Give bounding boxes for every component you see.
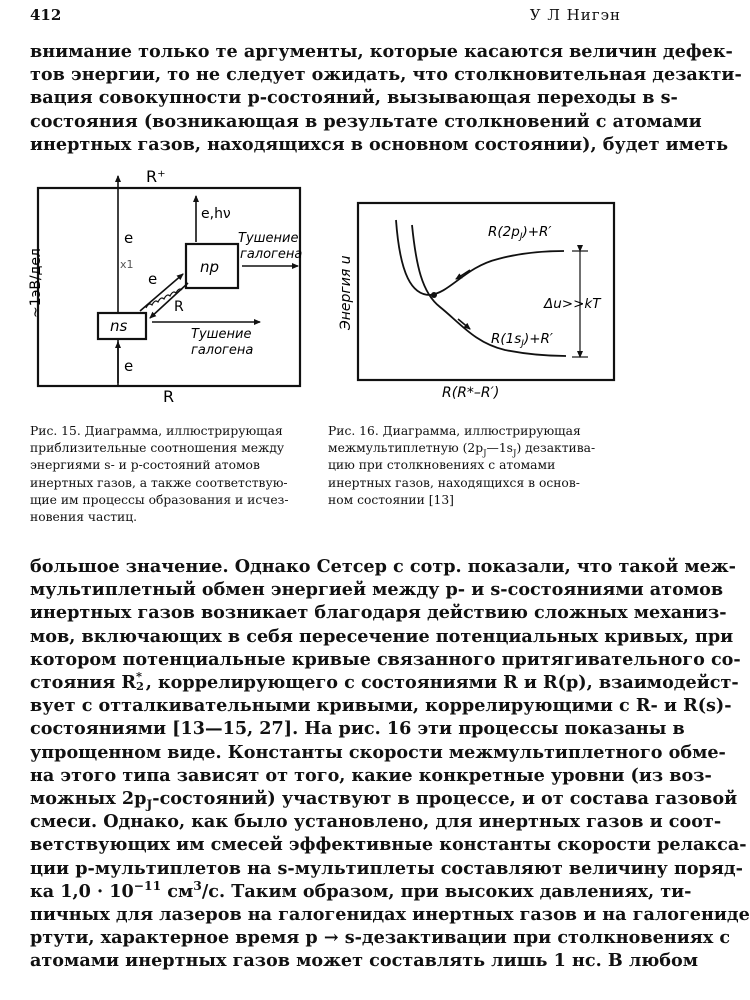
crossing-point [431, 292, 437, 298]
label-r-diagonal: R [174, 299, 184, 315]
label-ns: ns [110, 317, 128, 335]
paragraph-bottom [30, 555, 750, 973]
label-lower-curve: $R(1s_J)+R'$ [491, 331, 553, 349]
figure-16-caption [328, 423, 618, 509]
text-line: вация совокупности p-состояний, вызывающая переходы в s- [30, 87, 678, 109]
caption-line: Рис. 16. Диаграмма, иллюстрирующая [328, 424, 581, 438]
text-line: инертных газов, находящихся в основном состоянии), будет иметь [30, 133, 729, 155]
label-upper-curve: $R(2p_J)+R'$ [488, 224, 552, 242]
quench-label-lower-1: Тушение [191, 327, 252, 342]
caption-line: инертных газов, находящихся в основ- [328, 475, 580, 490]
label-r-plus: R⁺ [146, 167, 166, 186]
page-header [30, 6, 621, 28]
caption-line: новения частиц. [30, 510, 138, 525]
caption-line: приблизительные соотношения между [30, 441, 285, 456]
quench-label-upper-2: галогена [240, 247, 303, 262]
text-line: атомами инертных газов может составлять лишь 1 нс. В любом [30, 950, 699, 972]
figure-15-caption [30, 423, 320, 526]
text-line: смеси. Однако, как было установлено, для инертных газов и соот- [30, 811, 722, 833]
caption-line: инертных газов, а также соответствую- [30, 475, 288, 490]
label-e-lower: e [124, 357, 134, 375]
caption-line: щие им процессы образования и исчез- [30, 492, 289, 507]
text-line: мов, включающих в себя пересечение потенциальных кривых, при [30, 625, 734, 647]
label-emission: e,hν [201, 206, 231, 222]
text-line: состояния (возникающая в результате столкновений с атомами [30, 110, 702, 132]
figure-16-diagram [330, 195, 630, 410]
label-r-ground: R [163, 387, 175, 406]
text-line: вует с отталкивательными кривыми, коррелирующими с R- и R(s)- [30, 695, 732, 717]
text-line: состояниями [13—15, 27]. На рис. 16 эти процессы показаны в [30, 718, 685, 740]
text-line: пичных для лазеров на галогенидах инертных газов и на галогениде [30, 904, 750, 926]
text-line: большое значение. Однако Сетсер с сотр. показали, что такой меж- [30, 556, 736, 577]
text-line: стояния R * 2 , коррелирующего с состояниями R и R(p), взаимодейст- [30, 668, 739, 694]
paragraph-top [30, 40, 742, 156]
text-line: инертных газов возникает благодаря действию сложных механиз- [30, 602, 727, 624]
text-line: упрощенном виде. Константы скорости межмультиплетного обме- [30, 741, 726, 763]
text-line: ветствующих им смесей эффективные константы скорости релакса- [30, 834, 747, 856]
text-line: ртути, характерное время p → s-дезактивации при столкновениях с [30, 927, 731, 949]
text-line: на этого типа зависят от того, какие конкретные уровни (из воз- [30, 764, 712, 786]
running-title: У Л Нигэн [529, 6, 621, 24]
marginal-mark: x1 [120, 258, 134, 271]
label-e-upper: e [124, 229, 134, 247]
quench-label-lower-2: галогена [191, 343, 254, 358]
text-line: тов энергии, то не следует ожидать, что столкновительная дезакти- [30, 64, 742, 86]
page-number: 412 [30, 6, 62, 24]
caption-line: цию при столкновениях с атомами [328, 458, 556, 473]
label-e-diagonal: e [148, 270, 158, 288]
text-line: можных $2p_J-состояний$) участвуют в процессе, и от состава газовой [30, 788, 738, 812]
figure-16-ylabel: Энергия u [338, 255, 354, 330]
figure-16-xlabel: R(R*–R′) [442, 385, 500, 401]
label-np: np [200, 258, 220, 276]
caption-line: энергиями s- и p-состояний атомов [30, 458, 260, 473]
figure-15-ylabel: ~1эВ/дел [28, 248, 44, 318]
text-line: ка $1,0 \cdot 10^{-11}$ $см^3/с$. Таким образом, при высоких давлениях, ти- [30, 877, 692, 902]
quench-label-upper-1: Тушение [238, 231, 299, 246]
caption-line: ном состоянии [13] [328, 492, 454, 507]
text-line: мультиплетный обмен энергией между p- и s-состояниями атомов [30, 579, 724, 601]
caption-line: межмультиплетную $(2p_J—1s_J)$ дезактива- [328, 441, 596, 459]
curve-arrow-upper [456, 270, 470, 279]
caption-line: Рис. 15. Диаграмма, иллюстрирующая [30, 424, 283, 438]
figure-15-diagram [28, 168, 338, 413]
gap-label: Δu>>kT [544, 296, 601, 312]
text-line: котором потенциальные кривые связанного притягивательного со- [30, 648, 741, 670]
text-line: внимание только те аргументы, которые касаются величин дефек- [30, 41, 733, 62]
text-line: ции p-мультиплетов на s-мультиплеты составляют величину поряд- [30, 857, 743, 879]
